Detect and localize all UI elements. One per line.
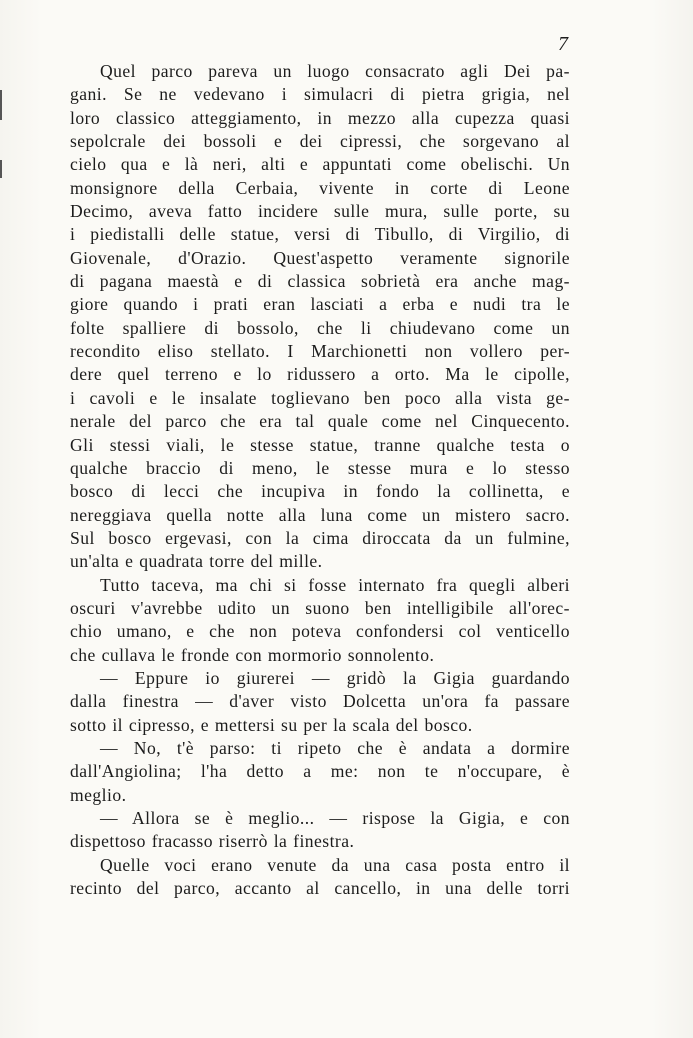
text-line: chio umano, e che non poteva confondersi col venticello	[70, 621, 570, 642]
text-line: nereggiava quella notte alla luna come un mistero sacro.	[70, 504, 570, 525]
text-line: qualche braccio di meno, le stesse mura e lo stesso	[70, 457, 570, 478]
text-line: i cavoli e le insalate toglievano ben poco alla vista ge-	[70, 387, 570, 408]
text-line: — Allora se è meglio... — rispose la Gigia, e con	[100, 808, 570, 828]
text-line: loro classico atteggiamento, in mezzo alla cupezza quasi	[70, 107, 570, 128]
text-line: Gli stessi viali, le stesse statue, tranne qualche testa o	[70, 434, 570, 455]
text-line: Quel parco pareva un luogo consacrato agli Dei pa-	[100, 61, 570, 81]
text-line: sepolcrale dei bossoli e dei cipressi, che sorgevano al	[70, 131, 570, 152]
text-line: — No, t'è parso: ti ripeto che è andata a dormire	[100, 737, 570, 758]
text-line: monsignore della Cerbaia, vivente in corte di Leone	[70, 177, 570, 198]
page-number: 7	[558, 33, 568, 55]
body-text	[70, 60, 570, 900]
text-line: dalla finestra — d'aver visto Dolcetta un'ora fa passare	[70, 691, 570, 712]
text-line: folte spalliere di bossolo, che li chiudevano come un	[70, 317, 570, 338]
text-line: Sul bosco ergevasi, con la cima diroccata da un fulmine,	[70, 527, 570, 548]
text-line: recinto del parco, accanto al cancello, in una delle torri	[70, 878, 570, 899]
text-line: un'alta e quadrata torre del mille.	[70, 551, 323, 572]
text-line: nerale del parco che era tal quale come nel Cinquecento.	[70, 411, 570, 432]
text-line: Tutto taceva, ma chi si fosse internato fra quegli alberi	[100, 574, 570, 595]
text-line: dispettoso fracasso riserrò la finestra.	[70, 831, 355, 852]
text-line: Quelle voci erano venute da una casa posta entro il	[100, 854, 570, 875]
text-line: Decimo, aveva fatto incidere sulle mura, sulle porte, su	[70, 201, 570, 222]
text-line: bosco di lecci che incupiva in fondo la collinetta, e	[70, 481, 570, 502]
text-line: oscuri v'avrebbe udito un suono ben intelligibile all'orec-	[70, 597, 570, 618]
margin-mark	[0, 160, 2, 178]
text-line: di pagana maestà e di classica sobrietà era anche mag-	[70, 271, 570, 292]
text-line: che cullava le fronde con mormorio sonnolento.	[70, 644, 435, 665]
text-line: meglio.	[70, 784, 127, 805]
text-line: recondito eliso stellato. I Marchionetti non vollero per-	[70, 341, 570, 362]
margin-mark	[0, 90, 2, 120]
text-line: dere quel terreno e lo ridussero a orto. Ma le cipolle,	[70, 364, 570, 385]
text-line: dall'Angiolina; l'ha detto a me: non te n'occupare, è	[70, 761, 570, 782]
text-line: gani. Se ne vedevano i simulacri di pietra grigia, nel	[70, 84, 570, 105]
text-line: giore quando i prati eran lasciati a erba e nudi tra le	[70, 294, 570, 315]
text-line: cielo qua e là neri, alti e appuntati come obelischi. Un	[70, 154, 570, 175]
text-line: — Eppure io giurerei — gridò la Gigia guardando	[100, 667, 570, 688]
text-line: i piedistalli delle statue, versi di Tibullo, di Virgilio, di	[70, 224, 570, 245]
text-line: Giovenale, d'Orazio. Quest'aspetto veramente signorile	[70, 247, 570, 268]
text-line: sotto il cipresso, e mettersi su per la scala del bosco.	[70, 714, 473, 735]
